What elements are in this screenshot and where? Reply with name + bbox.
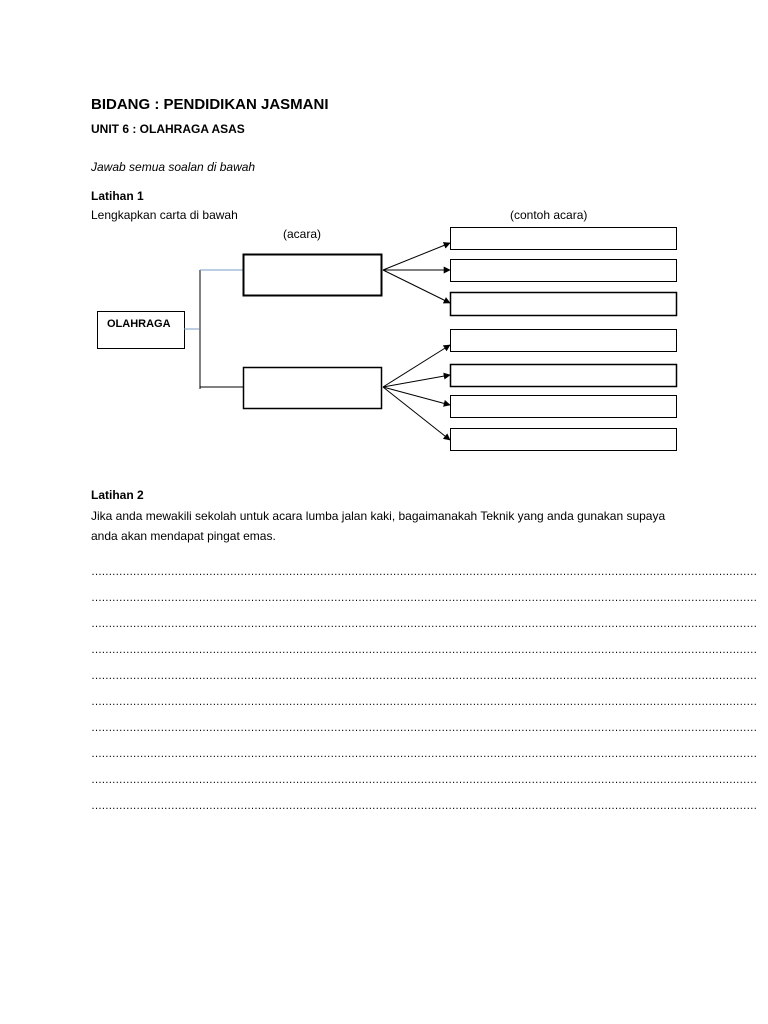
latihan2-question: Jika anda mewakili sekolah untuk acara lumba jalan kaki, bagaimanakah Teknik yang anda gunakan supaya anda akan mendapat pingat emas. (91, 509, 666, 543)
contoh-box-2[interactable] (451, 260, 677, 282)
contoh-box-5[interactable] (451, 365, 677, 387)
contoh-box-6[interactable] (451, 396, 677, 418)
answer-line[interactable]: ………………………………………………………………………………………………………………………………………………………………………… (91, 670, 757, 682)
answer-line[interactable]: ………………………………………………………………………………………………………………………………………………………………………… (91, 800, 757, 812)
arrow-lower-3 (383, 387, 450, 405)
page-title: BIDANG : PENDIDIKAN JASMANI (91, 96, 329, 113)
answer-line[interactable]: ………………………………………………………………………………………………………………………………………………………………………… (91, 722, 757, 734)
arrow-upper-1 (383, 243, 450, 270)
answer-line[interactable]: ………………………………………………………………………………………………………………………………………………………………………… (91, 644, 757, 656)
answer-line[interactable]: ………………………………………………………………………………………………………………………………………………………………………… (91, 774, 757, 786)
contoh-box-4[interactable] (451, 330, 677, 352)
latihan1-label: Latihan 1 (91, 189, 144, 203)
answer-line[interactable]: ………………………………………………………………………………………………………………………………………………………………………… (91, 748, 757, 760)
root-label: OLAHRAGA (107, 318, 171, 330)
instruction-text: Jawab semua soalan di bawah (91, 160, 256, 174)
answer-line[interactable]: ………………………………………………………………………………………………………………………………………………………………………… (91, 618, 757, 630)
contoh-box-1[interactable] (451, 228, 677, 250)
unit-heading: UNIT 6 : OLAHRAGA ASAS (91, 122, 245, 136)
latihan2-label: Latihan 2 (91, 488, 144, 502)
answer-line[interactable]: ………………………………………………………………………………………………………………………………………………………………………… (91, 566, 757, 578)
acara-box-2[interactable] (244, 368, 382, 409)
arrow-upper-3 (383, 270, 450, 303)
contoh-box-7[interactable] (451, 429, 677, 451)
header-acara: (acara) (283, 227, 322, 241)
answer-line[interactable]: ………………………………………………………………………………………………………………………………………………………………………… (91, 696, 757, 708)
arrow-lower-4 (383, 387, 450, 440)
latihan1-instruction: Lengkapkan carta di bawah (91, 208, 238, 222)
contoh-box-3[interactable] (451, 293, 677, 316)
acara-box-1[interactable] (244, 255, 382, 296)
answer-line[interactable]: ………………………………………………………………………………………………………………………………………………………………………… (91, 592, 757, 604)
header-contoh-acara: (contoh acara) (510, 208, 588, 222)
